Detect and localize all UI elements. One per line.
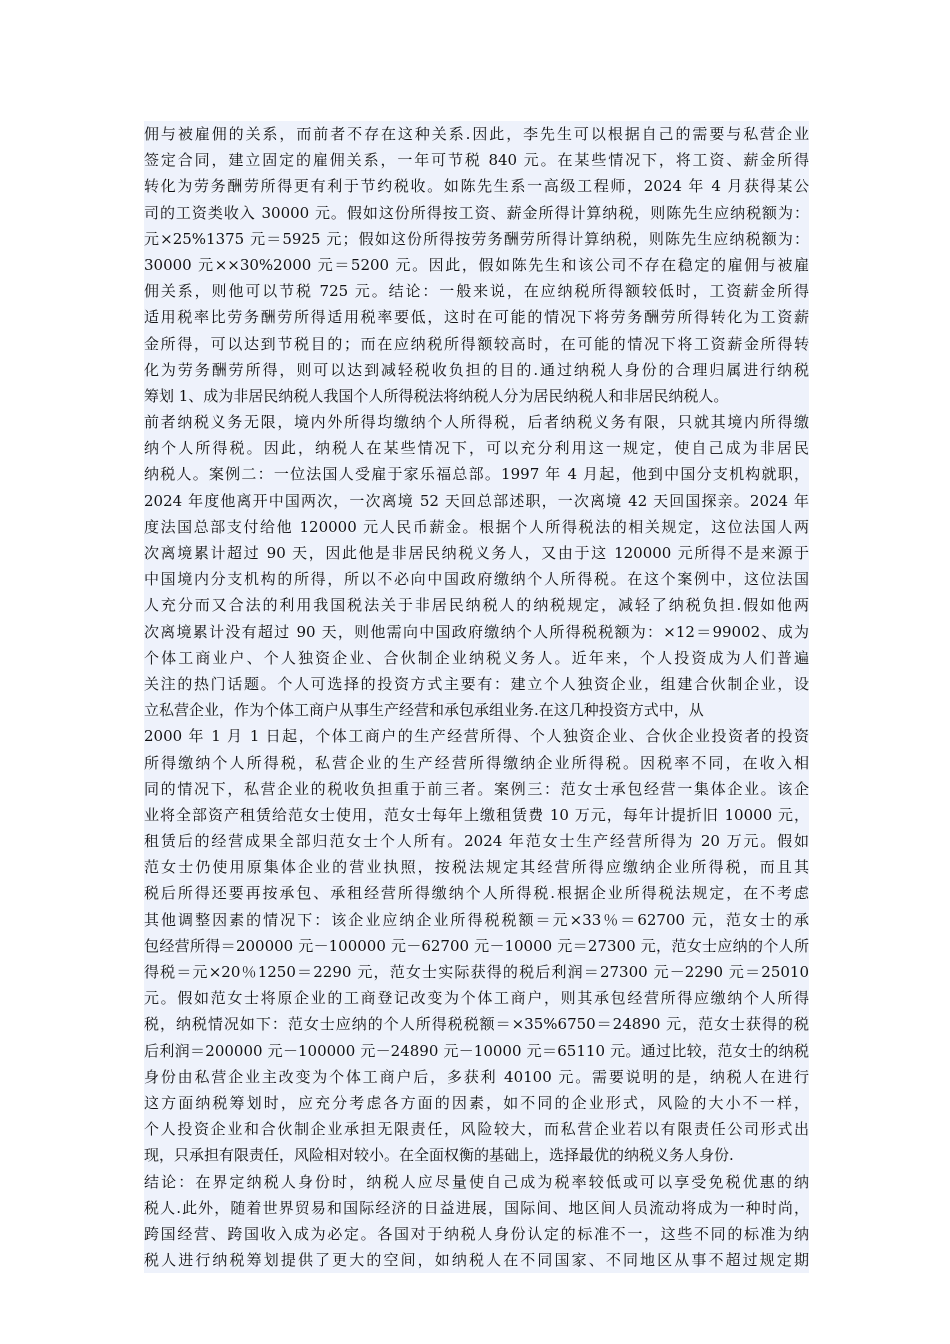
text-line: 签定合同，建立固定的雇佣关系，一年可节税 840 元。在某些情况下，将工资、薪金所得 (144, 147, 809, 173)
text-line: 中国境内分支机构的所得，所以不必向中国政府缴纳个人所得税。在这个案例中，这位法国 (144, 566, 809, 592)
text-line: 纳税人。案例二：一位法国人受雇于家乐福总部。1997 年 4 月起，他到中国分支机构就职， (144, 461, 809, 487)
text-line: 次离境累计没有超过 90 天，则他需向中国政府缴纳个人所得税税额为：×12＝99002、成为 (144, 619, 809, 645)
text-line: 税人进行纳税筹划提供了更大的空间，如纳税人在不同国家、不同地区从事不超过规定期 (144, 1247, 809, 1273)
text-line: 现，只承担有限责任，风险相对较小。在全面权衡的基础上，选择最优的纳税义务人身份. (144, 1142, 809, 1168)
text-line: 范女士仍使用原集体企业的营业执照，按税法规定其经营所得应缴纳企业所得税，而且其 (144, 854, 809, 880)
text-line: 税，纳税情况如下：范女士应纳的个人所得税税额＝×35%6750＝24890 元，范女士获得的税 (144, 1011, 809, 1037)
text-line: 税人.此外，随着世界贸易和国际经济的日益进展，国际间、地区间人员流动将成为一种时尚， (144, 1195, 809, 1221)
text-line: 其他调整因素的情况下：该企业应纳企业所得税税额＝元×33％＝62700 元，范女士的承 (144, 907, 809, 933)
text-line: 包经营所得＝200000 元－100000 元－62700 元－10000 元＝27300 元，范女士应纳的个人所 (144, 933, 809, 959)
text-line: 同的情况下，私营企业的税收负担重于前三者。案例三：范女士承包经营一集体企业。该企 (144, 776, 809, 802)
document-body (144, 121, 809, 1273)
text-line: 2000 年 1 月 1 日起，个体工商户的生产经营所得、个人独资企业、合伙企业投资者的投资 (144, 723, 809, 749)
text-line: 2024 年度他离开中国两次，一次离境 52 天回总部述职，一次离境 42 天回国探亲。2024 年 (144, 488, 809, 514)
text-line: 业将全部资产租赁给范女士使用，范女士每年上缴租赁费 10 万元，每年计提折旧 10000 元， (144, 802, 809, 828)
text-line: 个人投资企业和合伙制企业承担无限责任，风险较大，而私营企业若以有限责任公司形式出 (144, 1116, 809, 1142)
text-line: 租赁后的经营成果全部归范女士个人所有。2024 年范女士生产经营所得为 20 万元。假如 (144, 828, 809, 854)
text-line: 得税＝元×20％1250＝2290 元，范女士实际获得的税后利润＝27300 元－2290 元＝25010 (144, 959, 809, 985)
text-line: 后利润＝200000 元－100000 元－24890 元－10000 元＝65110 元。通过比较，范女士的纳税 (144, 1038, 809, 1064)
text-line: 化为劳务酬劳所得，则可以达到减轻税收负担的目的.通过纳税人身份的合理归属进行纳税 (144, 357, 809, 383)
text-line: 佣关系，则他可以节税 725 元。结论：一般来说，在应纳税所得额较低时，工资薪金所得 (144, 278, 809, 304)
text-line: 跨国经营、跨国收入成为必定。各国对于纳税人身份认定的标准不一，这些不同的标准为纳 (144, 1221, 809, 1247)
text-line: 关注的热门话题。个人可选择的投资方式主要有：建立个人独资企业，组建合伙制企业，设 (144, 671, 809, 697)
text-line: 元。假如范女士将原企业的工商登记改变为个体工商户，则其承包经营所得应缴纳个人所得 (144, 985, 809, 1011)
text-line: 元×25%1375 元＝5925 元；假如这份所得按劳务酬劳所得计算纳税，则陈先生应纳税额为： (144, 226, 809, 252)
text-line: 金所得，可以达到节税目的；而在应纳税所得额较高时，在可能的情况下将工资薪金所得转 (144, 331, 809, 357)
text-line: 30000 元××30%2000 元＝5200 元。因此，假如陈先生和该公司不存在稳定的雇佣与被雇 (144, 252, 809, 278)
text-line: 人充分而又合法的利用我国税法关于非居民纳税人的纳税规定，减轻了纳税负担.假如他两 (144, 592, 809, 618)
text-line: 身份由私营企业主改变为个体工商户后，多获利 40100 元。需要说明的是，纳税人在进行 (144, 1064, 809, 1090)
text-line: 结论：在界定纳税人身份时，纳税人应尽量使自己成为税率较低或可以享受免税优惠的纳 (144, 1169, 809, 1195)
text-line: 税后所得还要再按承包、承租经营所得缴纳个人所得税.根据企业所得税法规定，在不考虑 (144, 880, 809, 906)
text-line: 司的工资类收入 30000 元。假如这份所得按工资、薪金所得计算纳税，则陈先生应纳税额为： (144, 200, 809, 226)
text-line: 度法国总部支付给他 120000 元人民币薪金。根据个人所得税法的相关规定，这位法国人两 (144, 514, 809, 540)
text-line: 纳个人所得税。因此，纳税人在某些情况下，可以充分利用这一规定，使自己成为非居民 (144, 435, 809, 461)
text-line: 转化为劳务酬劳所得更有利于节约税收。如陈先生系一高级工程师，2024 年 4 月获得某公 (144, 173, 809, 199)
text-line: 适用税率比劳务酬劳所得适用税率要低，这时在可能的情况下将劳务酬劳所得转化为工资薪 (144, 304, 809, 330)
text-line: 个体工商业户、个人独资企业、合伙制企业纳税义务人。近年来，个人投资成为人们普遍 (144, 645, 809, 671)
text-line: 筹划 1、成为非居民纳税人我国个人所得税法将纳税人分为居民纳税人和非居民纳税人。 (144, 383, 809, 409)
text-line: 佣与被雇佣的关系，而前者不存在这种关系.因此，李先生可以根据自己的需要与私营企业 (144, 121, 809, 147)
text-line: 所得缴纳个人所得税，私营企业的生产经营所得缴纳企业所得税。因税率不同，在收入相 (144, 750, 809, 776)
text-line: 立私营企业，作为个体工商户从事生产经营和承包承组业务.在这几种投资方式中，从 (144, 697, 809, 723)
text-line: 次离境累计超过 90 天，因此他是非居民纳税义务人，又由于这 120000 元所得不是来源于 (144, 540, 809, 566)
text-line: 前者纳税义务无限，境内外所得均缴纳个人所得税，后者纳税义务有限，只就其境内所得缴 (144, 409, 809, 435)
text-line: 这方面纳税筹划时，应充分考虑各方面的因素，如不同的企业形式，风险的大小不一样， (144, 1090, 809, 1116)
